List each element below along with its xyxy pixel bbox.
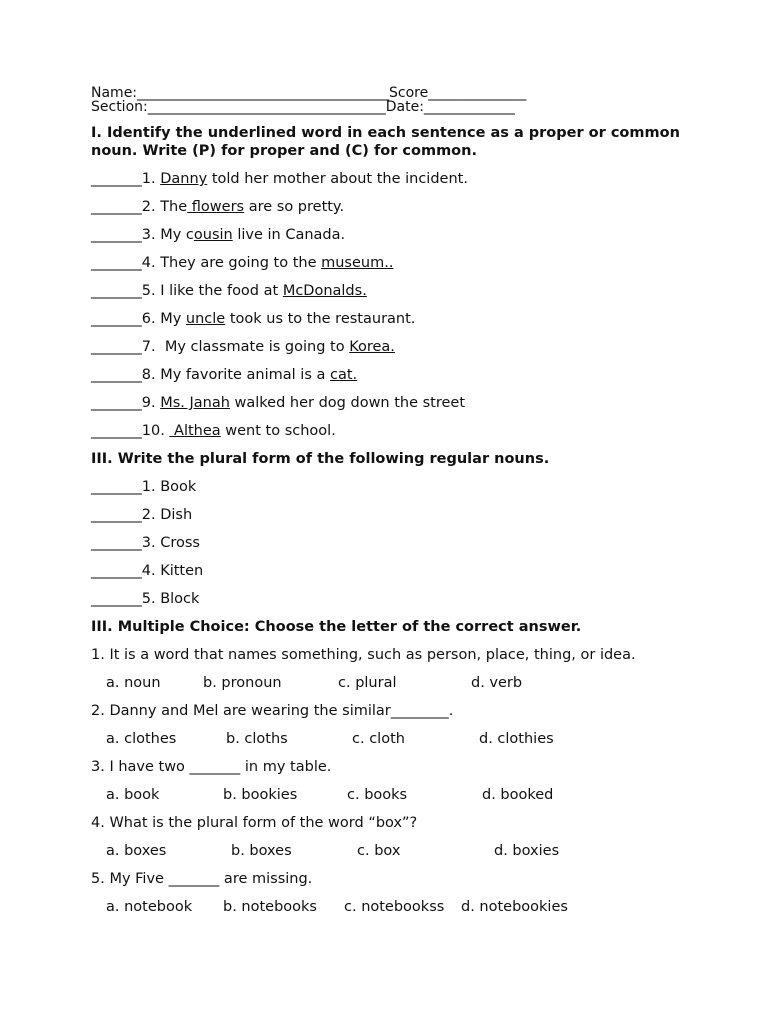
underlined-word: ousin: [193, 227, 233, 243]
list-item: _______9. Ms. Janah walked her dog down the street: [91, 395, 466, 411]
underlined-word: flowers: [187, 199, 245, 215]
list-item: _______3. Cross: [91, 535, 200, 551]
choice-a: a. clothes: [106, 731, 177, 747]
choice-a: a. notebook: [106, 899, 193, 915]
list-item: _______7. My classmate is going to Korea.: [91, 339, 395, 355]
list-item: _______10. Althea went to school.: [91, 423, 336, 439]
choice-d: d. booked: [482, 787, 554, 803]
underlined-word: Korea.: [349, 339, 395, 355]
choice-d: d. notebookies: [461, 899, 568, 915]
list-item: _______4. They are going to the museum..: [91, 255, 394, 271]
list-item: _______2. Dish: [91, 507, 193, 523]
choice-a: a. book: [106, 787, 160, 803]
question-text: 2. Danny and Mel are wearing the similar________.: [91, 703, 454, 719]
choice-a: a. noun: [106, 675, 161, 691]
choice-row: [91, 730, 691, 758]
underlined-word: McDonalds.: [282, 283, 367, 299]
question-text: 1. It is a word that names something, such as person, place, thing, or idea.: [91, 647, 636, 663]
underlined-word: uncle: [185, 311, 226, 327]
list-item: _______2. The flowers are so pretty.: [91, 199, 345, 215]
part3-heading: III. Multiple Choice: Choose the letter of the correct answer.: [91, 619, 582, 635]
choice-b: b. pronoun: [203, 675, 282, 691]
list-item: _______6. My uncle took us to the restaurant.: [91, 311, 416, 327]
underlined-word: Ms. Janah: [160, 395, 230, 411]
choice-d: d. verb: [471, 675, 523, 691]
choice-d: d. boxies: [494, 843, 560, 859]
choice-b: b. cloths: [226, 731, 288, 747]
question-text: 5. My Five _______ are missing.: [91, 871, 313, 887]
list-item: _______4. Kitten: [91, 563, 204, 579]
list-item: _______8. My favorite animal is a cat.: [91, 367, 358, 383]
choice-row: [91, 786, 691, 814]
part1-heading: I. Identify the underlined word in each sentence as a proper or common noun. Write (P) for proper and (C) for common.: [91, 125, 680, 159]
underlined-word: museum..: [321, 255, 394, 271]
choice-c: c. box: [357, 843, 401, 859]
part2-heading: III. Write the plural form of the following regular nouns.: [91, 451, 550, 467]
list-item: _______1. Book: [91, 479, 197, 495]
list-item: _______5. I like the food at McDonalds.: [91, 283, 367, 299]
part3-questions: [91, 644, 691, 926]
choice-c: c. books: [347, 787, 408, 803]
name-score-line: Name:____________________________________Score______________: [91, 85, 527, 101]
choice-b: b. notebooks: [223, 899, 317, 915]
choice-d: d. clothies: [479, 731, 554, 747]
underlined-word: Danny: [160, 171, 208, 187]
list-item: _______3. My cousin live in Canada.: [91, 227, 346, 243]
choice-row: [91, 842, 691, 870]
choice-c: c. notebookss: [344, 899, 445, 915]
choice-a: a. boxes: [106, 843, 167, 859]
choice-row: [91, 674, 691, 702]
choice-b: b. bookies: [223, 787, 298, 803]
part2-list: [91, 476, 691, 616]
list-item: _______1. Danny told her mother about the incident.: [91, 171, 468, 187]
underlined-word: cat.: [330, 367, 358, 383]
choice-b: b. boxes: [231, 843, 292, 859]
choice-row: [91, 898, 691, 926]
section-date-line: Section:__________________________________Date:_____________: [91, 99, 515, 115]
part1-list: [91, 168, 691, 448]
question-text: 4. What is the plural form of the word “box”?: [91, 815, 418, 831]
list-item: _______5. Block: [91, 591, 200, 607]
choice-c: c. plural: [338, 675, 397, 691]
worksheet: [91, 86, 691, 926]
underlined-word: Althea: [169, 423, 221, 439]
question-text: 3. I have two _______ in my table.: [91, 759, 332, 775]
choice-c: c. cloth: [352, 731, 405, 747]
